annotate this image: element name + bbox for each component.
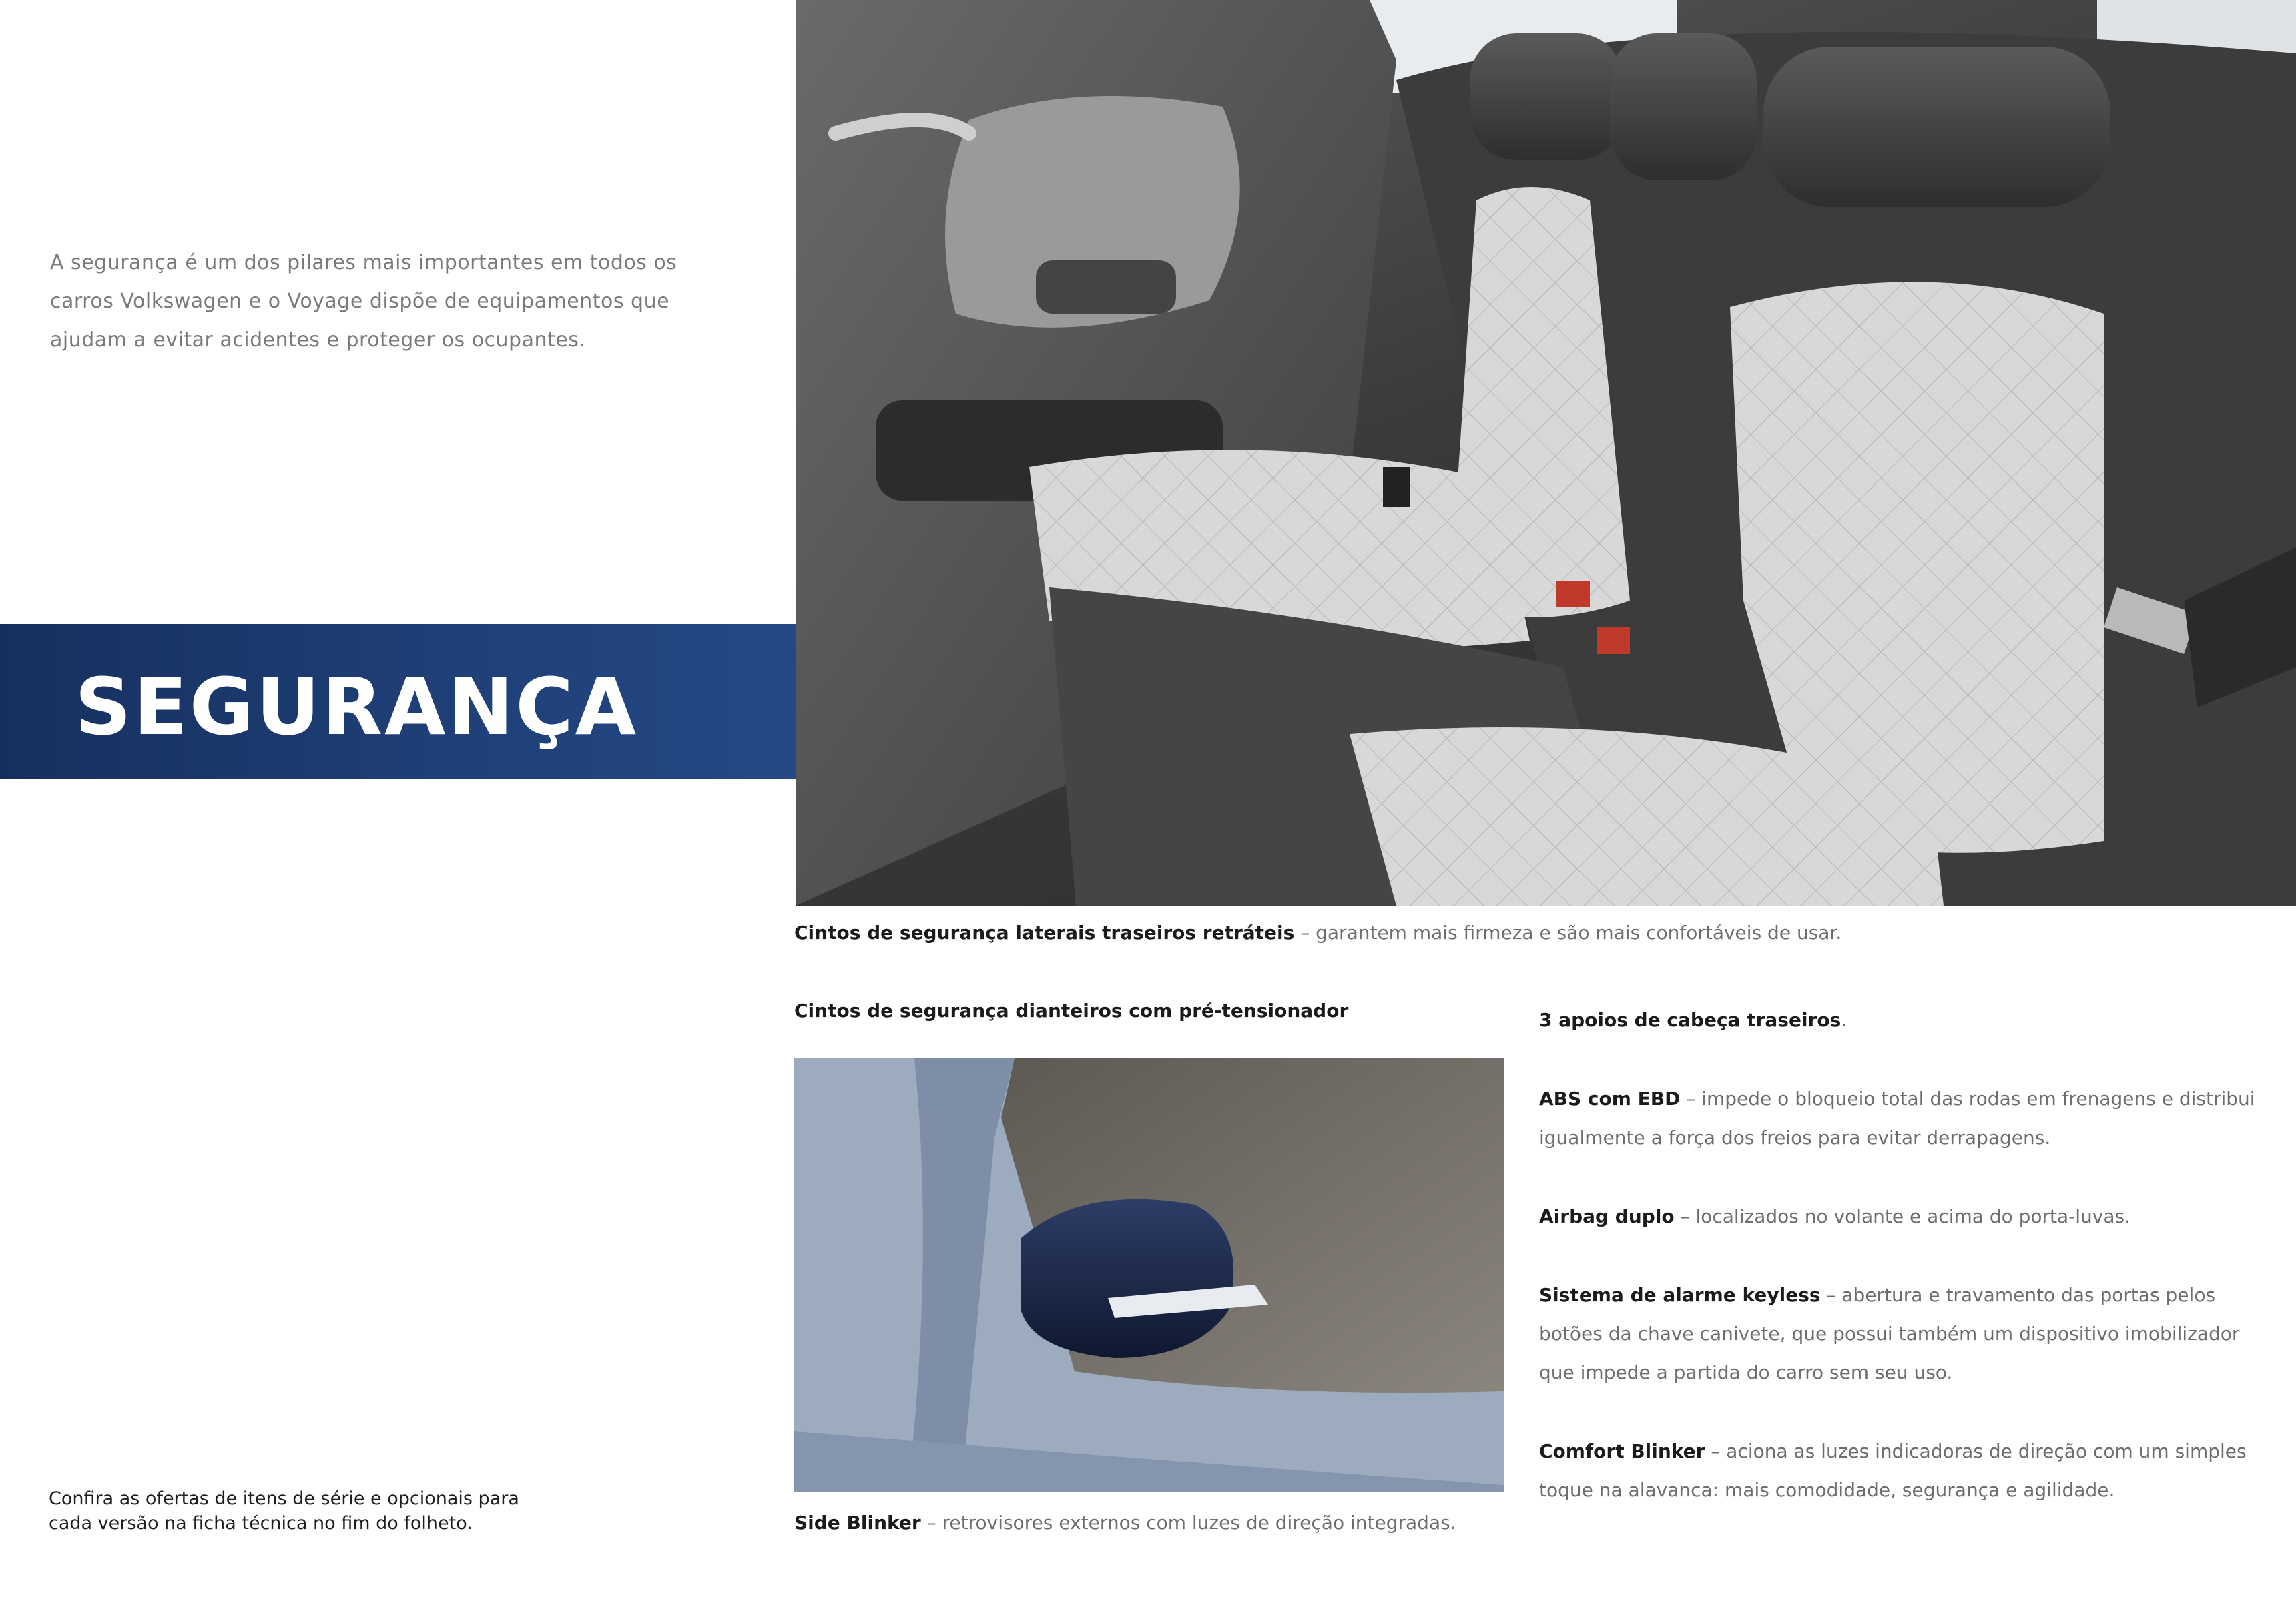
side-mirror-illustration bbox=[794, 1058, 1504, 1492]
feature-desc: – impede o bloqueio total das rodas em frenagens e distribui igualmente a força dos freios para evitar derrapagens. bbox=[1539, 1088, 2255, 1149]
side-blinker-caption bbox=[794, 1510, 1595, 1536]
front-seatbelts-title: Cintos de segurança dianteiros com pré-tensionador bbox=[794, 1000, 1349, 1022]
front-seatbelts-caption bbox=[794, 998, 1528, 1024]
feature-desc: – abertura e travamento das portas pelos botões da chave canivete, que possui também um dispositivo imobilizador que impede a partida do carro sem seu uso. bbox=[1539, 1284, 2240, 1383]
feature-title: Sistema de alarme keyless bbox=[1539, 1284, 1821, 1306]
feature-item bbox=[1539, 1001, 2273, 1040]
feature-title: 3 apoios de cabeça traseiros bbox=[1539, 1009, 1841, 1031]
rear-seatbelts-desc: – garantem mais firmeza e são mais confortáveis de usar. bbox=[1294, 922, 1842, 944]
rear-seatbelts-caption bbox=[794, 920, 2263, 946]
feature-list bbox=[1539, 1001, 2273, 1510]
side-blinker-title: Side Blinker bbox=[794, 1512, 921, 1534]
feature-title: ABS com EBD bbox=[1539, 1088, 1681, 1110]
feature-item bbox=[1539, 1080, 2273, 1157]
feature-desc: – localizados no volante e acima do porta-luvas. bbox=[1674, 1205, 2131, 1227]
feature-item bbox=[1539, 1197, 2273, 1236]
side-mirror-photo bbox=[794, 1058, 1504, 1492]
section-title: SEGURANÇA bbox=[75, 661, 639, 753]
intro-paragraph: A segurança é um dos pilares mais importantes em todos os carros Volkswagen e o Voyage dispõe de equipamentos que ajudam a evitar acidentes e proteger os ocupantes. bbox=[50, 251, 677, 352]
rear-seat-photo bbox=[796, 0, 2296, 906]
feature-title: Airbag duplo bbox=[1539, 1205, 1675, 1227]
feature-title: Comfort Blinker bbox=[1539, 1440, 1705, 1462]
feature-desc: . bbox=[1841, 1009, 1847, 1031]
feature-item bbox=[1539, 1276, 2273, 1392]
side-blinker-desc: – retrovisores externos com luzes de direção integradas. bbox=[920, 1512, 1456, 1534]
rear-seatbelts-title: Cintos de segurança laterais traseiros retráteis bbox=[794, 922, 1295, 944]
feature-desc: – aciona as luzes indicadoras de direção com um simples toque na alavanca: mais comodidade, segurança e agilidade. bbox=[1539, 1440, 2247, 1501]
rear-seat-illustration bbox=[796, 0, 2296, 906]
feature-item bbox=[1539, 1432, 2273, 1510]
footnote: Confira as ofertas de itens de série e opcionais para cada versão na ficha técnica no fim do folheto. bbox=[49, 1488, 519, 1534]
